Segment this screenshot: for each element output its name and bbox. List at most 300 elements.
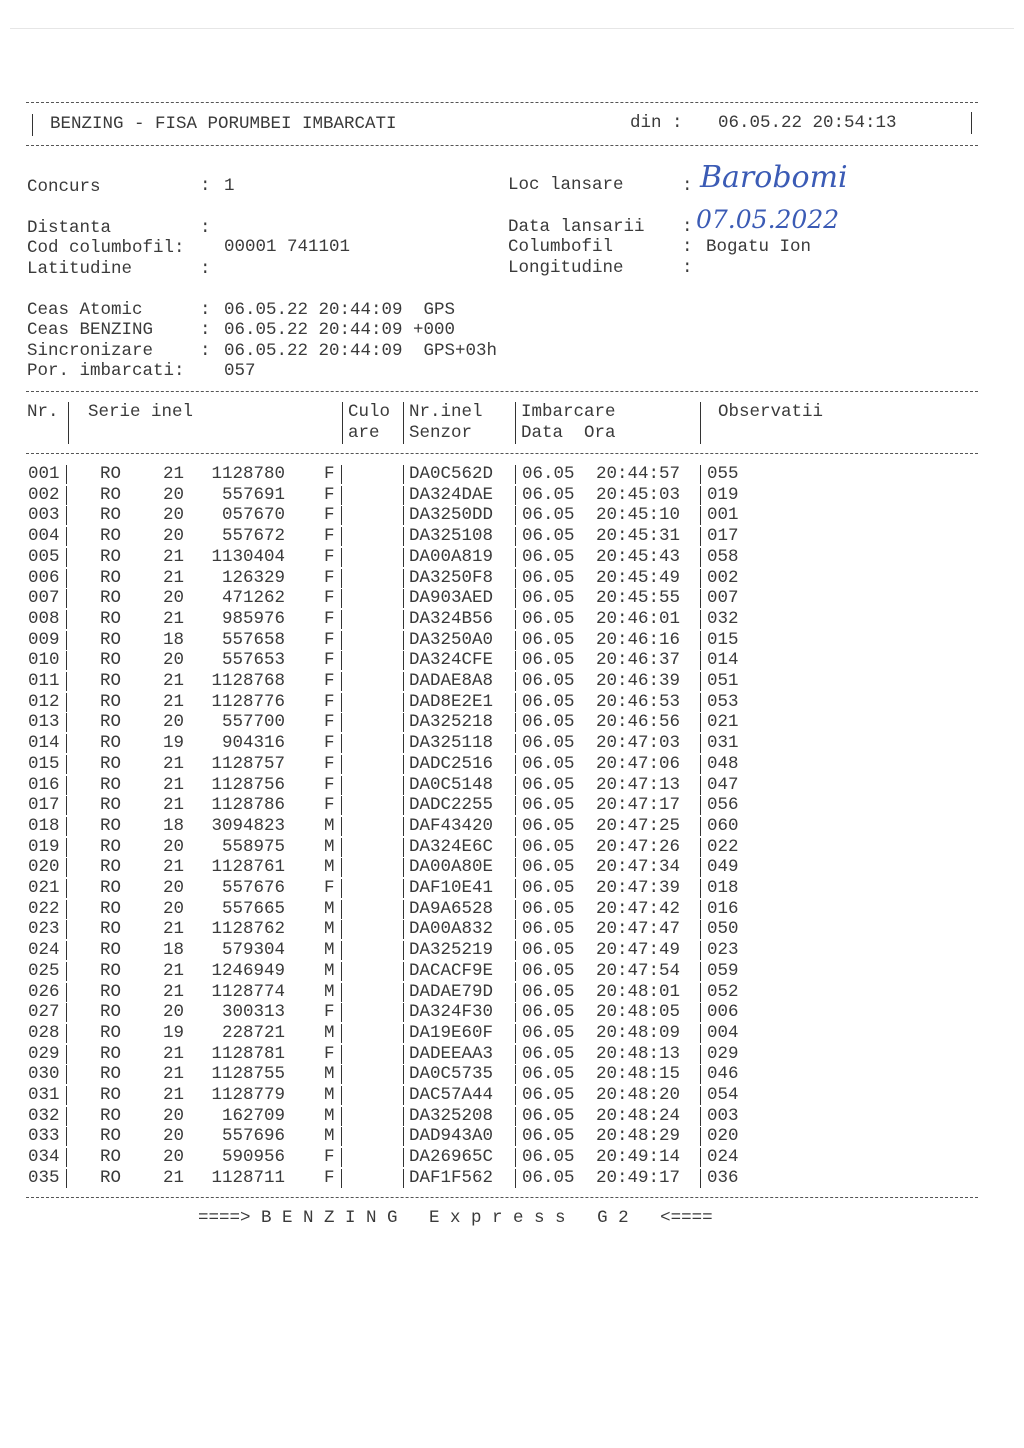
row-column-separator	[66, 672, 67, 691]
row-observatii: 002	[707, 567, 739, 588]
row-observatii: 017	[707, 526, 739, 547]
row-country: RO	[100, 629, 122, 650]
row-year: 21	[163, 795, 185, 816]
row-country: RO	[100, 898, 122, 919]
row-column-separator	[341, 796, 342, 815]
row-sex: F	[324, 650, 335, 671]
loc-lansare-colon: :	[682, 176, 693, 196]
table-header-top-rule	[26, 391, 978, 392]
row-column-separator	[403, 465, 404, 484]
row-time: 20:47:13	[596, 774, 681, 795]
row-time: 20:46:39	[596, 671, 681, 691]
row-column-separator	[66, 651, 67, 670]
row-sensor: DA00A819	[409, 546, 494, 567]
row-ring-number: 1128776	[211, 691, 285, 712]
row-ring-number: 126329	[221, 567, 285, 588]
row-country: RO	[100, 1167, 122, 1188]
row-column-separator	[341, 734, 342, 753]
row-year: 20	[163, 1147, 185, 1168]
row-ring-number: 557700	[221, 712, 285, 733]
row-column-separator	[341, 1169, 342, 1188]
row-date: 06.05	[522, 608, 575, 629]
row-column-separator	[515, 569, 516, 588]
row-country: RO	[100, 836, 122, 857]
row-time: 20:45:10	[596, 505, 681, 526]
row-column-separator	[66, 1045, 67, 1064]
row-column-separator	[515, 776, 516, 795]
row-country: RO	[100, 505, 122, 526]
table-row	[0, 1085, 1024, 1106]
row-column-separator	[66, 1065, 67, 1084]
table-row	[0, 1002, 1024, 1023]
row-sex: M	[324, 919, 335, 940]
longitudine-colon: :	[682, 258, 693, 278]
row-time: 20:46:56	[596, 712, 681, 733]
row-column-separator	[700, 1148, 701, 1167]
row-observatii: 059	[707, 960, 739, 981]
row-date: 06.05	[522, 671, 575, 691]
row-column-separator	[66, 983, 67, 1002]
row-column-separator	[66, 1086, 67, 1105]
row-date: 06.05	[522, 836, 575, 857]
row-sensor: DAF10E41	[409, 878, 494, 898]
row-column-separator	[341, 651, 342, 670]
row-observatii: 007	[707, 588, 739, 609]
row-column-separator	[66, 465, 67, 484]
row-column-separator	[700, 1127, 701, 1146]
row-nr: 033	[28, 1126, 60, 1147]
row-column-separator	[403, 838, 404, 857]
row-column-separator	[66, 589, 67, 608]
row-observatii: 049	[707, 857, 739, 878]
row-ring-number: 557691	[221, 484, 285, 505]
row-date: 06.05	[522, 898, 575, 919]
table-row	[0, 568, 1024, 589]
row-country: RO	[100, 1105, 122, 1126]
row-nr: 019	[28, 836, 60, 857]
row-nr: 015	[28, 753, 60, 774]
row-column-separator	[66, 486, 67, 505]
table-row	[0, 588, 1024, 609]
row-date: 06.05	[522, 1167, 575, 1188]
row-observatii: 053	[707, 691, 739, 712]
row-sex: F	[324, 567, 335, 588]
row-column-separator	[403, 817, 404, 836]
row-country: RO	[100, 691, 122, 712]
col-header-nr: Nr.	[27, 402, 59, 422]
row-sex: M	[324, 1064, 335, 1085]
row-ring-number: 228721	[221, 1022, 285, 1043]
row-observatii: 006	[707, 1002, 739, 1023]
table-row	[0, 1126, 1024, 1147]
table-row	[0, 1106, 1024, 1127]
row-column-separator	[700, 610, 701, 629]
row-observatii: 048	[707, 753, 739, 774]
row-column-separator	[515, 693, 516, 712]
row-sensor: DA324B56	[409, 608, 494, 629]
row-ring-number: 557672	[221, 526, 285, 547]
row-column-separator	[515, 838, 516, 857]
row-column-separator	[403, 713, 404, 732]
row-column-separator	[515, 817, 516, 836]
data-lansarii-colon: :	[682, 217, 693, 237]
row-column-separator	[700, 486, 701, 505]
row-sensor: DA325108	[409, 526, 494, 547]
row-column-separator	[403, 693, 404, 712]
row-date: 06.05	[522, 878, 575, 898]
row-date: 06.05	[522, 526, 575, 547]
row-ring-number: 300313	[221, 1002, 285, 1023]
row-year: 21	[163, 546, 185, 567]
row-time: 20:48:24	[596, 1105, 681, 1126]
row-column-separator	[66, 631, 67, 650]
row-nr: 014	[28, 733, 60, 754]
row-column-separator	[403, 1024, 404, 1043]
table-row	[0, 733, 1024, 754]
row-column-separator	[341, 1065, 342, 1084]
row-nr: 005	[28, 546, 60, 567]
row-sex: M	[324, 1126, 335, 1147]
row-country: RO	[100, 981, 122, 1002]
header-left-bar	[32, 114, 33, 136]
row-column-separator	[341, 838, 342, 857]
row-column-separator	[341, 1107, 342, 1126]
cod-columbofil-label: Cod columbofil:	[27, 238, 185, 258]
row-sex: F	[324, 878, 335, 898]
row-column-separator	[700, 527, 701, 546]
row-sex: M	[324, 857, 335, 878]
row-column-separator	[700, 631, 701, 650]
row-column-separator	[403, 796, 404, 815]
row-date: 06.05	[522, 919, 575, 940]
row-sensor: DA903AED	[409, 588, 494, 609]
row-sex: M	[324, 815, 335, 836]
row-time: 20:47:54	[596, 960, 681, 981]
row-nr: 024	[28, 940, 60, 961]
table-row	[0, 1044, 1024, 1065]
row-column-separator	[341, 693, 342, 712]
row-sensor: DA3250A0	[409, 629, 494, 650]
row-sensor: DADEEAA3	[409, 1043, 494, 1064]
row-ring-number: 558975	[221, 836, 285, 857]
row-time: 20:47:39	[596, 878, 681, 898]
row-year: 21	[163, 919, 185, 940]
row-column-separator	[700, 1065, 701, 1084]
row-column-separator	[700, 858, 701, 877]
row-date: 06.05	[522, 774, 575, 795]
row-sensor: DA00A80E	[409, 857, 494, 878]
row-column-separator	[515, 713, 516, 732]
row-nr: 007	[28, 588, 60, 609]
distanta-colon: :	[200, 218, 211, 238]
ceas-benzing-value: 06.05.22 20:44:09 +000	[224, 320, 456, 340]
row-sensor: DA325118	[409, 733, 494, 754]
row-country: RO	[100, 1126, 122, 1147]
table-row	[0, 982, 1024, 1003]
row-column-separator	[700, 900, 701, 919]
row-date: 06.05	[522, 1043, 575, 1064]
row-date: 06.05	[522, 857, 575, 878]
row-nr: 020	[28, 857, 60, 878]
row-sex: F	[324, 629, 335, 650]
row-column-separator	[700, 817, 701, 836]
row-sex: F	[324, 1147, 335, 1168]
row-sensor: DADAE79D	[409, 981, 494, 1002]
document-title: BENZING - FISA PORUMBEI IMBARCATI	[50, 114, 397, 134]
table-row	[0, 464, 1024, 485]
row-year: 18	[163, 940, 185, 961]
row-column-separator	[341, 776, 342, 795]
row-column-separator	[66, 962, 67, 981]
row-column-separator	[515, 1107, 516, 1126]
row-observatii: 001	[707, 505, 739, 526]
row-country: RO	[100, 1064, 122, 1085]
table-row	[0, 795, 1024, 816]
row-column-separator	[341, 527, 342, 546]
row-observatii: 016	[707, 898, 739, 919]
row-nr: 018	[28, 815, 60, 836]
row-ring-number: 1128779	[211, 1085, 285, 1105]
row-sensor: DA3250F8	[409, 567, 494, 588]
row-sensor: DA00A832	[409, 919, 494, 940]
row-column-separator	[403, 1127, 404, 1146]
row-observatii: 021	[707, 712, 739, 733]
table-bottom-rule	[26, 1197, 978, 1198]
row-column-separator	[403, 900, 404, 919]
row-sensor: DADAE8A8	[409, 671, 494, 691]
col-header-imbarcare: Imbarcare	[521, 402, 616, 422]
row-column-separator	[403, 962, 404, 981]
row-ring-number: 162709	[221, 1105, 285, 1126]
row-column-separator	[341, 755, 342, 774]
row-year: 21	[163, 1167, 185, 1188]
row-column-separator	[700, 589, 701, 608]
loc-lansare-handwritten: Barobomi	[700, 160, 848, 195]
row-date: 06.05	[522, 795, 575, 816]
row-nr: 002	[28, 484, 60, 505]
row-time: 20:49:14	[596, 1147, 681, 1168]
row-observatii: 055	[707, 464, 739, 484]
row-ring-number: 1128756	[211, 774, 285, 795]
row-observatii: 024	[707, 1147, 739, 1168]
row-nr: 025	[28, 960, 60, 981]
row-sex: M	[324, 960, 335, 981]
row-time: 20:46:53	[596, 691, 681, 712]
row-column-separator	[66, 569, 67, 588]
data-lansarii-handwritten: 07.05.2022	[696, 205, 840, 234]
row-ring-number: 557653	[221, 650, 285, 671]
row-sensor: DADC2516	[409, 753, 494, 774]
row-ring-number: 985976	[221, 608, 285, 629]
row-nr: 009	[28, 629, 60, 650]
row-observatii: 020	[707, 1126, 739, 1147]
row-sensor: DAF1F562	[409, 1167, 494, 1188]
row-column-separator	[403, 1065, 404, 1084]
row-year: 20	[163, 712, 185, 733]
row-column-separator	[341, 879, 342, 898]
row-column-separator	[515, 796, 516, 815]
row-column-separator	[66, 1003, 67, 1022]
row-column-separator	[515, 486, 516, 505]
row-time: 20:45:55	[596, 588, 681, 609]
table-row	[0, 505, 1024, 526]
table-row	[0, 650, 1024, 671]
table-row	[0, 712, 1024, 733]
row-column-separator	[341, 486, 342, 505]
row-country: RO	[100, 1043, 122, 1064]
table-row	[0, 671, 1024, 692]
row-time: 20:47:49	[596, 940, 681, 961]
row-date: 06.05	[522, 546, 575, 567]
row-date: 06.05	[522, 567, 575, 588]
row-column-separator	[403, 1045, 404, 1064]
row-ring-number: 1128781	[211, 1043, 285, 1064]
row-column-separator	[700, 548, 701, 567]
row-ring-number: 1128774	[211, 981, 285, 1002]
row-sensor: DA3250DD	[409, 505, 494, 526]
row-column-separator	[341, 506, 342, 525]
row-column-separator	[403, 734, 404, 753]
row-column-separator	[66, 506, 67, 525]
row-date: 06.05	[522, 1126, 575, 1147]
row-nr: 016	[28, 774, 60, 795]
row-column-separator	[403, 941, 404, 960]
table-row	[0, 1064, 1024, 1085]
row-sex: F	[324, 505, 335, 526]
ceas-benzing-label: Ceas BENZING	[27, 320, 154, 340]
row-column-separator	[341, 548, 342, 567]
scan-edge-line	[10, 28, 1014, 29]
table-row	[0, 485, 1024, 506]
row-year: 21	[163, 1085, 185, 1105]
col-sep-serie	[342, 402, 343, 444]
row-time: 20:48:05	[596, 1002, 681, 1023]
row-column-separator	[403, 527, 404, 546]
row-observatii: 047	[707, 774, 739, 795]
row-date: 06.05	[522, 691, 575, 712]
row-column-separator	[66, 1107, 67, 1126]
row-column-separator	[700, 983, 701, 1002]
row-column-separator	[515, 1003, 516, 1022]
row-time: 20:48:20	[596, 1085, 681, 1105]
row-ring-number: 3094823	[211, 815, 285, 836]
row-country: RO	[100, 1147, 122, 1168]
row-ring-number: 1128711	[211, 1167, 285, 1188]
table-row	[0, 857, 1024, 878]
row-year: 21	[163, 1043, 185, 1064]
row-ring-number: 1128755	[211, 1064, 285, 1085]
row-column-separator	[403, 1148, 404, 1167]
row-observatii: 004	[707, 1022, 739, 1043]
row-column-separator	[341, 589, 342, 608]
row-column-separator	[66, 527, 67, 546]
row-country: RO	[100, 567, 122, 588]
row-nr: 011	[28, 671, 60, 691]
row-column-separator	[515, 879, 516, 898]
row-column-separator	[403, 610, 404, 629]
row-column-separator	[515, 1148, 516, 1167]
row-column-separator	[515, 527, 516, 546]
row-nr: 035	[28, 1167, 60, 1188]
row-nr: 006	[28, 567, 60, 588]
row-column-separator	[66, 548, 67, 567]
row-sensor: DA26965C	[409, 1147, 494, 1168]
row-observatii: 036	[707, 1167, 739, 1188]
row-country: RO	[100, 464, 122, 484]
row-observatii: 019	[707, 484, 739, 505]
col-sep-nr	[68, 402, 69, 444]
row-year: 21	[163, 857, 185, 878]
row-observatii: 060	[707, 815, 739, 836]
longitudine-label: Longitudine	[508, 258, 624, 278]
row-column-separator	[515, 610, 516, 629]
row-time: 20:45:03	[596, 484, 681, 505]
row-country: RO	[100, 774, 122, 795]
row-sex: F	[324, 1167, 335, 1188]
row-country: RO	[100, 815, 122, 836]
row-column-separator	[700, 920, 701, 939]
row-year: 21	[163, 691, 185, 712]
row-sex: M	[324, 1105, 335, 1126]
row-column-separator	[403, 755, 404, 774]
row-column-separator	[66, 920, 67, 939]
row-year: 20	[163, 878, 185, 898]
row-year: 18	[163, 629, 185, 650]
row-year: 20	[163, 1126, 185, 1147]
row-column-separator	[515, 631, 516, 650]
row-date: 06.05	[522, 940, 575, 961]
table-row	[0, 899, 1024, 920]
row-time: 20:47:17	[596, 795, 681, 816]
row-sex: F	[324, 588, 335, 609]
row-country: RO	[100, 919, 122, 940]
row-column-separator	[403, 1003, 404, 1022]
row-column-separator	[341, 983, 342, 1002]
table-row	[0, 526, 1024, 547]
row-column-separator	[700, 569, 701, 588]
sincronizare-value: 06.05.22 20:44:09 GPS+03h	[224, 341, 498, 361]
row-column-separator	[341, 1024, 342, 1043]
row-nr: 026	[28, 981, 60, 1002]
row-column-separator	[700, 879, 701, 898]
row-column-separator	[341, 465, 342, 484]
table-row	[0, 878, 1024, 899]
row-column-separator	[700, 506, 701, 525]
row-sensor: DA19E60F	[409, 1022, 494, 1043]
row-nr: 032	[28, 1105, 60, 1126]
row-date: 06.05	[522, 464, 575, 484]
row-date: 06.05	[522, 505, 575, 526]
row-column-separator	[66, 713, 67, 732]
row-time: 20:47:42	[596, 898, 681, 919]
col-header-culoare-1: Culo	[348, 402, 391, 422]
row-column-separator	[341, 920, 342, 939]
row-country: RO	[100, 795, 122, 816]
row-column-separator	[66, 755, 67, 774]
row-column-separator	[66, 776, 67, 795]
row-sex: F	[324, 1002, 335, 1023]
row-sex: M	[324, 1022, 335, 1043]
row-year: 20	[163, 505, 185, 526]
row-year: 20	[163, 650, 185, 671]
row-column-separator	[700, 1003, 701, 1022]
row-observatii: 051	[707, 671, 739, 691]
row-time: 20:44:57	[596, 464, 681, 484]
table-row	[0, 837, 1024, 858]
distanta-label: Distanta	[27, 218, 112, 238]
row-date: 06.05	[522, 629, 575, 650]
row-column-separator	[515, 1127, 516, 1146]
